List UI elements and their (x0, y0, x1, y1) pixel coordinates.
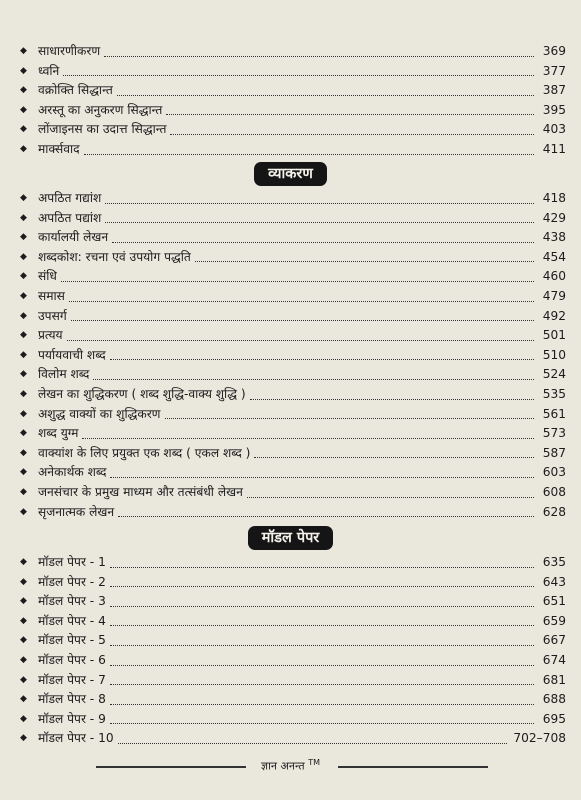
toc-entry-title: मॉडल पेपर - 5 (38, 633, 106, 648)
toc-entry-title: मॉडल पेपर - 10 (38, 731, 114, 746)
toc-entry-page-number: 418 (542, 191, 566, 205)
toc-entry (20, 42, 566, 62)
diamond-bullet-icon: ◆ (20, 65, 27, 76)
toc-entry-page-number: 651 (542, 594, 566, 609)
toc-entry-title: मॉडल पेपर - 8 (38, 692, 106, 707)
toc-entry-title: संधि (38, 269, 57, 284)
page-footer (0, 756, 581, 776)
toc-entry-title: अनेकार्थक शब्द (38, 465, 107, 480)
section-heading-vyakaran (0, 161, 581, 187)
toc-entry (20, 690, 566, 710)
diamond-bullet-icon: ◆ (20, 408, 27, 419)
toc-entry-title: सृजनात्मक लेखन (38, 504, 115, 519)
dot-leader (118, 743, 508, 744)
dot-leader (110, 606, 534, 607)
toc-entry (20, 631, 566, 651)
toc-entry-page-number: 395 (542, 102, 566, 117)
toc-entry (20, 346, 566, 366)
toc-entry (20, 62, 566, 82)
toc-entry-title: मॉडल पेपर - 4 (38, 613, 106, 628)
dot-leader (195, 261, 534, 262)
toc-entry (20, 444, 566, 464)
toc-entry-page-number: 460 (542, 269, 566, 284)
diamond-bullet-icon: ◆ (20, 388, 27, 399)
toc-entry (20, 463, 566, 483)
dot-leader (104, 56, 534, 57)
dot-leader (250, 399, 534, 400)
toc-entry-title: कार्यालयी लेखन (38, 230, 109, 245)
section-heading-model-papers (0, 525, 581, 551)
diamond-bullet-icon: ◆ (20, 85, 27, 96)
toc-entry-title: शब्द युग्म (38, 426, 79, 441)
diamond-bullet-icon: ◆ (20, 428, 27, 439)
dot-leader (110, 723, 534, 724)
toc-entry (20, 101, 566, 121)
dot-leader (105, 203, 534, 204)
toc-entry-page-number: 628 (542, 504, 566, 519)
toc-entry-page-number: 501 (542, 328, 566, 343)
toc-entry (20, 189, 566, 209)
toc-entry-page-number: 492 (542, 308, 566, 323)
diamond-bullet-icon: ◆ (20, 310, 27, 321)
toc-entry-title: ध्वनि (38, 63, 60, 78)
toc-entry-title: मॉडल पेपर - 7 (38, 672, 106, 687)
contents-section-vyakaran (20, 189, 566, 522)
toc-entry-title: लेखन का शुद्धिकरण ( शब्द शुद्धि-वाक्य शुद्धि ) (38, 386, 246, 401)
toc-entry-page-number: 411 (542, 141, 566, 156)
toc-entry-title: मॉडल पेपर - 9 (38, 711, 106, 726)
toc-entry-title: पर्यायवाची शब्द (38, 347, 106, 362)
dot-leader (166, 114, 534, 115)
toc-entry-page-number: 608 (542, 484, 566, 499)
diamond-bullet-icon: ◆ (20, 193, 27, 203)
diamond-bullet-icon: ◆ (20, 694, 27, 705)
toc-entry-page-number: 681 (542, 672, 566, 687)
toc-entry-page-number: 643 (542, 574, 566, 589)
toc-entry-page-number: 479 (542, 288, 566, 303)
toc-entry (20, 326, 566, 346)
dot-leader (61, 281, 534, 282)
toc-entry-title: साधारणीकरण (38, 44, 101, 58)
diamond-bullet-icon: ◆ (20, 506, 27, 517)
diamond-bullet-icon: ◆ (20, 46, 27, 56)
diamond-bullet-icon: ◆ (20, 557, 27, 567)
toc-entry-page-number: 702–708 (513, 731, 566, 746)
diamond-bullet-icon: ◆ (20, 654, 27, 665)
toc-entry-page-number: 674 (542, 652, 566, 667)
dot-leader (63, 75, 534, 76)
toc-entry-title: वक्रोक्ति सिद्धान्त (38, 83, 113, 98)
toc-entry-title: लोंजाइनस का उदात्त सिद्धान्त (38, 122, 167, 137)
toc-entry-page-number: 377 (542, 63, 566, 78)
footer-rule-left (96, 766, 246, 768)
diamond-bullet-icon: ◆ (20, 330, 27, 341)
toc-entry (20, 592, 566, 612)
toc-entry (20, 671, 566, 691)
toc-entry-page-number: 695 (542, 711, 566, 726)
diamond-bullet-icon: ◆ (20, 733, 27, 744)
dot-leader (93, 379, 534, 380)
diamond-bullet-icon: ◆ (20, 271, 27, 282)
footer-brand (253, 758, 328, 774)
toc-entry-title: शब्दकोश: रचना एवं उपयोग पद्धति (38, 249, 191, 264)
dot-leader (84, 154, 534, 155)
toc-entry (20, 424, 566, 444)
toc-entry-page-number: 573 (542, 426, 566, 441)
dot-leader (247, 497, 534, 498)
toc-entry-title: मार्क्सवाद (38, 141, 80, 156)
toc-entry-page-number: 387 (542, 83, 566, 98)
dot-leader (67, 340, 534, 341)
toc-entry-page-number: 603 (542, 465, 566, 480)
toc-entry-title: अपठित गद्यांश (38, 191, 102, 205)
diamond-bullet-icon: ◆ (20, 713, 27, 724)
dot-leader (110, 359, 534, 360)
toc-entry-title: विलोम शब्द (38, 367, 90, 382)
toc-entry-title: अपठित पद्यांश (38, 210, 102, 225)
footer-rule-right (338, 766, 488, 768)
diamond-bullet-icon: ◆ (20, 212, 27, 223)
dot-leader (110, 684, 534, 685)
footer-brand-text: ज्ञान अनन्त (261, 759, 305, 773)
toc-entry-title: वाक्यांश के लिए प्रयुक्त एक शब्द ( एकल शब्द ) (38, 445, 251, 460)
dot-leader (117, 95, 534, 96)
toc-entry (20, 81, 566, 101)
toc-entry (20, 120, 566, 140)
toc-entry (20, 267, 566, 287)
dot-leader (165, 418, 535, 419)
dot-leader (105, 222, 534, 223)
diamond-bullet-icon: ◆ (20, 576, 27, 587)
toc-entry (20, 405, 566, 425)
toc-entry-title: मॉडल पेपर - 2 (38, 574, 106, 589)
dot-leader (254, 457, 534, 458)
toc-entry (20, 365, 566, 385)
dot-leader (110, 625, 534, 626)
dot-leader (118, 516, 534, 517)
dot-leader (110, 704, 534, 705)
toc-entry-page-number: 438 (542, 230, 566, 245)
diamond-bullet-icon: ◆ (20, 124, 27, 135)
toc-entry-page-number: 635 (542, 555, 566, 569)
toc-entry-page-number: 667 (542, 633, 566, 648)
toc-entry-page-number: 369 (542, 44, 566, 58)
toc-entry-title: जनसंचार के प्रमुख माध्यम और तत्संबंधी लेखन (38, 484, 243, 499)
diamond-bullet-icon: ◆ (20, 596, 27, 607)
toc-entry-title: मॉडल पेपर - 1 (38, 555, 106, 569)
diamond-bullet-icon: ◆ (20, 290, 27, 301)
diamond-bullet-icon: ◆ (20, 251, 27, 262)
toc-entry (20, 710, 566, 730)
toc-entry-page-number: 535 (542, 386, 566, 401)
toc-entry-page-number: 403 (542, 122, 566, 137)
toc-entry (20, 248, 566, 268)
dot-leader (110, 567, 534, 568)
toc-entry (20, 483, 566, 503)
diamond-bullet-icon: ◆ (20, 447, 27, 458)
diamond-bullet-icon: ◆ (20, 615, 27, 626)
toc-entry-page-number: 561 (542, 406, 566, 421)
diamond-bullet-icon: ◆ (20, 467, 27, 478)
toc-entry-title: मॉडल पेपर - 3 (38, 594, 106, 609)
toc-entry-page-number: 688 (542, 692, 566, 707)
toc-entry (20, 140, 566, 160)
toc-entry-page-number: 454 (542, 249, 566, 264)
toc-entry-page-number: 587 (542, 445, 566, 460)
dot-leader (82, 438, 534, 439)
toc-entry (20, 287, 566, 307)
toc-entry-page-number: 510 (542, 347, 566, 362)
toc-entry (20, 228, 566, 248)
toc-entry-title: अशुद्ध वाक्यों का शुद्धिकरण (38, 406, 161, 421)
dot-leader (170, 134, 534, 135)
toc-entry-title: प्रत्यय (38, 328, 63, 343)
dot-leader (110, 477, 534, 478)
toc-entry (20, 612, 566, 632)
toc-entry (20, 553, 566, 573)
dot-leader (110, 665, 534, 666)
toc-entry (20, 729, 566, 749)
toc-entry-title: मॉडल पेपर - 6 (38, 652, 106, 667)
toc-entry-page-number: 659 (542, 613, 566, 628)
toc-entry-title: अरस्तू का अनुकरण सिद्धान्त (38, 102, 163, 117)
dot-leader (69, 301, 534, 302)
footer-trademark: TM (308, 758, 320, 768)
contents-section-top (20, 42, 566, 160)
diamond-bullet-icon: ◆ (20, 635, 27, 646)
dot-leader (110, 645, 534, 646)
toc-entry-page-number: 524 (542, 367, 566, 382)
toc-entry-title: उपसर्ग (38, 308, 67, 323)
toc-entry (20, 385, 566, 405)
toc-entry-page-number: 429 (542, 210, 566, 225)
diamond-bullet-icon: ◆ (20, 104, 27, 115)
diamond-bullet-icon: ◆ (20, 674, 27, 685)
toc-entry (20, 573, 566, 593)
diamond-bullet-icon: ◆ (20, 486, 27, 497)
toc-entry (20, 503, 566, 523)
diamond-bullet-icon: ◆ (20, 369, 27, 380)
toc-entry-title: समास (38, 288, 65, 303)
toc-entry (20, 651, 566, 671)
toc-entry (20, 209, 566, 229)
toc-entry (20, 307, 566, 327)
diamond-bullet-icon: ◆ (20, 143, 27, 154)
dot-leader (112, 242, 534, 243)
dot-leader (71, 320, 534, 321)
dot-leader (110, 586, 534, 587)
contents-section-model-papers (20, 553, 566, 749)
heading-model-papers: मॉडल पेपर (248, 526, 333, 550)
heading-vyakaran: व्याकरण (254, 162, 327, 186)
diamond-bullet-icon: ◆ (20, 349, 27, 360)
diamond-bullet-icon: ◆ (20, 232, 27, 243)
